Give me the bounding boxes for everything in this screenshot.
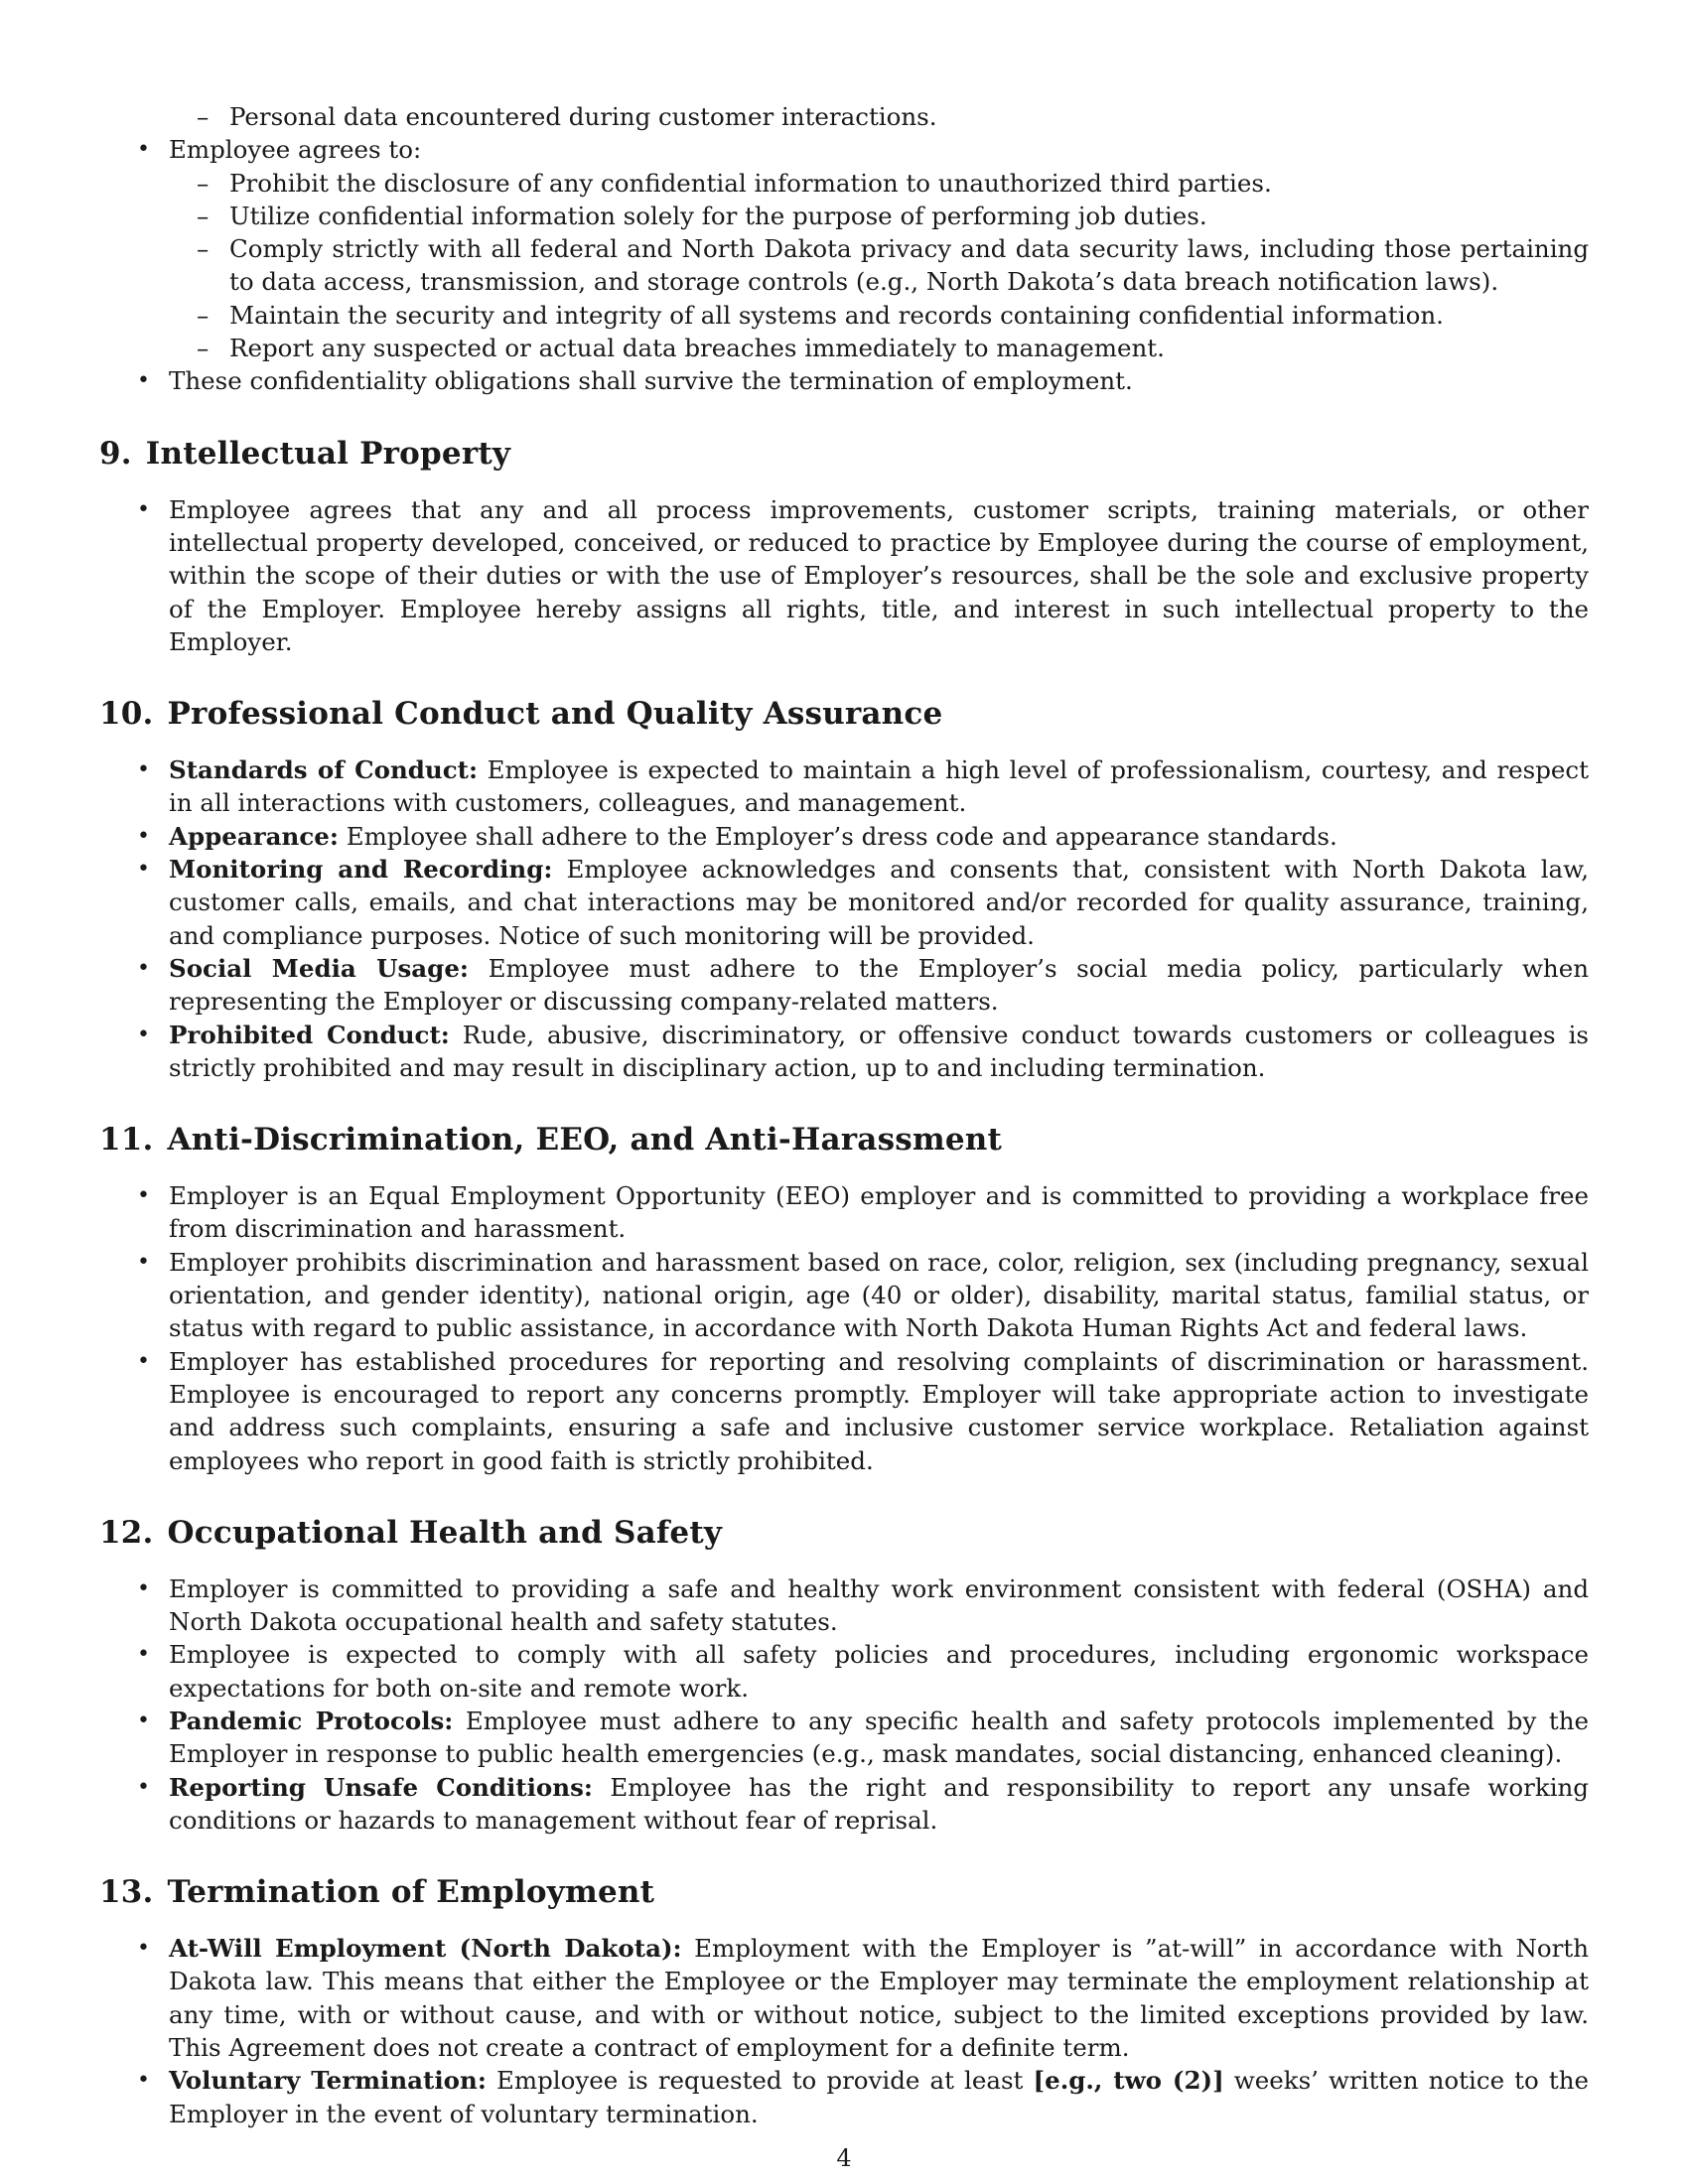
list-item: – Comply strictly with all federal and North Dakota privacy and data security laws, including those pertaining to data access, transmission, and storage controls (e.g., North Dakota’s data breach notification laws).	[169, 232, 1589, 299]
list-item	[99, 1932, 1589, 2064]
section-9-list	[99, 493, 1589, 658]
item-text: Employee is requested to provide at least	[495, 2066, 1024, 2096]
section-heading-9	[99, 434, 1589, 474]
item-text: weeks’ written notice to the Employer in the event of voluntary termination.	[169, 2066, 1589, 2128]
page-number: 4	[836, 2144, 852, 2172]
item-label: Social Media Usage:	[169, 953, 469, 983]
item-text: Employee shall adhere to the Employer’s dress code and appearance standards.	[346, 821, 1337, 851]
section-title: Occupational Health and Safety	[167, 1514, 723, 1551]
item-label: Appearance:	[169, 821, 339, 851]
list-item	[99, 1771, 1589, 1838]
section-number: 11.	[99, 1122, 154, 1159]
item-label: Prohibited Conduct:	[169, 1020, 450, 1049]
section-number: 13.	[99, 1874, 154, 1911]
item-label: Voluntary Termination:	[169, 2066, 487, 2096]
list-item	[99, 1019, 1589, 1085]
section-title: Anti-Discrimination, EEO, and Anti-Harassment	[167, 1122, 1003, 1159]
section-number: 10.	[99, 696, 154, 733]
item-label: Reporting Unsafe Conditions:	[169, 1772, 593, 1802]
section-heading-12	[99, 1513, 1589, 1553]
list-item: • Employee agrees that any and all process improvements, customer scripts, training materials, or other intellectual property developed, conceived, or reduced to practice by Employee during the course of employment, within the scope of their duties or with the use of Employer’s resources, shall be the sole and exclusive property of the Employer. Employee hereby assigns all rights, title, and interest in such intellectual property to the Employer.	[99, 493, 1589, 658]
item-label: Monitoring and Recording:	[169, 855, 553, 885]
list-item: • Employer has established procedures for reporting and resolving complaints of discrimination or harassment. Employee is encouraged to report any concerns promptly. Employer will take appropriate action to investigate and address such complaints, ensuring a safe and inclusive customer service workplace. Retaliation against employees who report in good faith is strictly prohibited.	[99, 1345, 1589, 1477]
list-item	[99, 952, 1589, 1019]
list-item: – Prohibit the disclosure of any confidential information to unauthorized third parties.	[169, 167, 1589, 200]
list-item: • These confidentiality obligations shall survive the termination of employment.	[99, 364, 1589, 397]
list-item: – Personal data encountered during customer interactions.	[99, 100, 1589, 133]
item-text: Employee has the right and responsibility to report any unsafe working conditions or hazards to management without fear of reprisal.	[169, 1772, 1589, 1835]
list-item: • Employer is committed to providing a safe and healthy work environment consistent with federal (OSHA) and North Dakota occupational health and safety statutes.	[99, 1572, 1589, 1639]
section-heading-10	[99, 694, 1589, 734]
item-text: Employee must adhere to any specific health and safety protocols implemented by the Employer in response to public health emergencies (e.g., mask mandates, social distancing, enhanced cleaning).	[169, 1706, 1589, 1769]
list-item	[99, 133, 1589, 364]
section-heading-11	[99, 1120, 1589, 1160]
list-item: – Utilize confidential information solely for the purpose of performing job duties.	[169, 200, 1589, 232]
list-item	[99, 1705, 1589, 1771]
list-item	[99, 2064, 1589, 2130]
section-number: 12.	[99, 1514, 154, 1551]
list-item	[99, 853, 1589, 952]
item-label: At-Will Employment (North Dakota):	[169, 1934, 682, 1964]
item-text: Employee must adhere to the Employer’s social media policy, particularly when representing the Employer or discussing company-related matters.	[169, 953, 1589, 1017]
page-content	[99, 100, 1589, 2130]
placeholder-bracket: [e.g., two (2)]	[1033, 2066, 1224, 2096]
section-heading-13	[99, 1872, 1589, 1912]
item-label: Standards of Conduct:	[169, 755, 479, 785]
list-item: • Employee is expected to comply with all safety policies and procedures, including ergonomic workspace expectations for both on-site and remote work.	[99, 1638, 1589, 1705]
section-title: Intellectual Property	[145, 435, 511, 472]
section-11-list	[99, 1179, 1589, 1477]
list-item	[99, 820, 1589, 853]
section-title: Termination of Employment	[167, 1874, 655, 1911]
item-text: Rude, abusive, discriminatory, or offensive conduct towards customers or colleagues is strictly prohibited and may result in disciplinary action, up to and including termination.	[169, 1020, 1589, 1082]
section-number: 9.	[99, 435, 132, 472]
list-item: • Employer prohibits discrimination and harassment based on race, color, religion, sex (including pregnancy, sexual orientation, and gender identity), national origin, age (40 or older), disability, marital status, familial status, or status with regard to public assistance, in accordance with North Dakota Human Rights Act and federal laws.	[99, 1246, 1589, 1345]
section-10-list	[99, 753, 1589, 1084]
item-text: Employee is expected to maintain a high level of professionalism, courtesy, and respect in all interactions with customers, colleagues, and management.	[169, 755, 1589, 818]
list-item	[99, 753, 1589, 820]
list-item: • Employer is an Equal Employment Opportunity (EEO) employer and is committed to providing a workplace free from discrimination and harassment.	[99, 1179, 1589, 1246]
item-label: Pandemic Protocols:	[169, 1706, 454, 1735]
item-text: Employment with the Employer is ”at-will” in accordance with North Dakota law. This means that either the Employee or the Employer may terminate the employment relationship at any time, with or without cause, and with or without notice, subject to the limited exceptions provided by law. This Agreement does not create a contract of employment for a definite term.	[169, 1934, 1589, 2063]
agrees-sublist	[169, 167, 1589, 365]
section-13-list	[99, 1932, 1589, 2130]
item-text: Employee acknowledges and consents that, consistent with North Dakota law, customer calls, emails, and chat interactions may be monitored and/or recorded for quality assurance, training, and compliance purposes. Notice of such monitoring will be provided.	[169, 855, 1589, 950]
continued-sublist	[99, 100, 1589, 133]
section-12-list	[99, 1572, 1589, 1837]
list-item: – Maintain the security and integrity of all systems and records containing confidential information.	[169, 299, 1589, 332]
section-title: Professional Conduct and Quality Assurance	[167, 696, 943, 733]
confidentiality-list	[99, 133, 1589, 397]
agrees-label: Employee agrees to:	[169, 135, 422, 165]
list-item: – Report any suspected or actual data breaches immediately to management.	[169, 332, 1589, 364]
